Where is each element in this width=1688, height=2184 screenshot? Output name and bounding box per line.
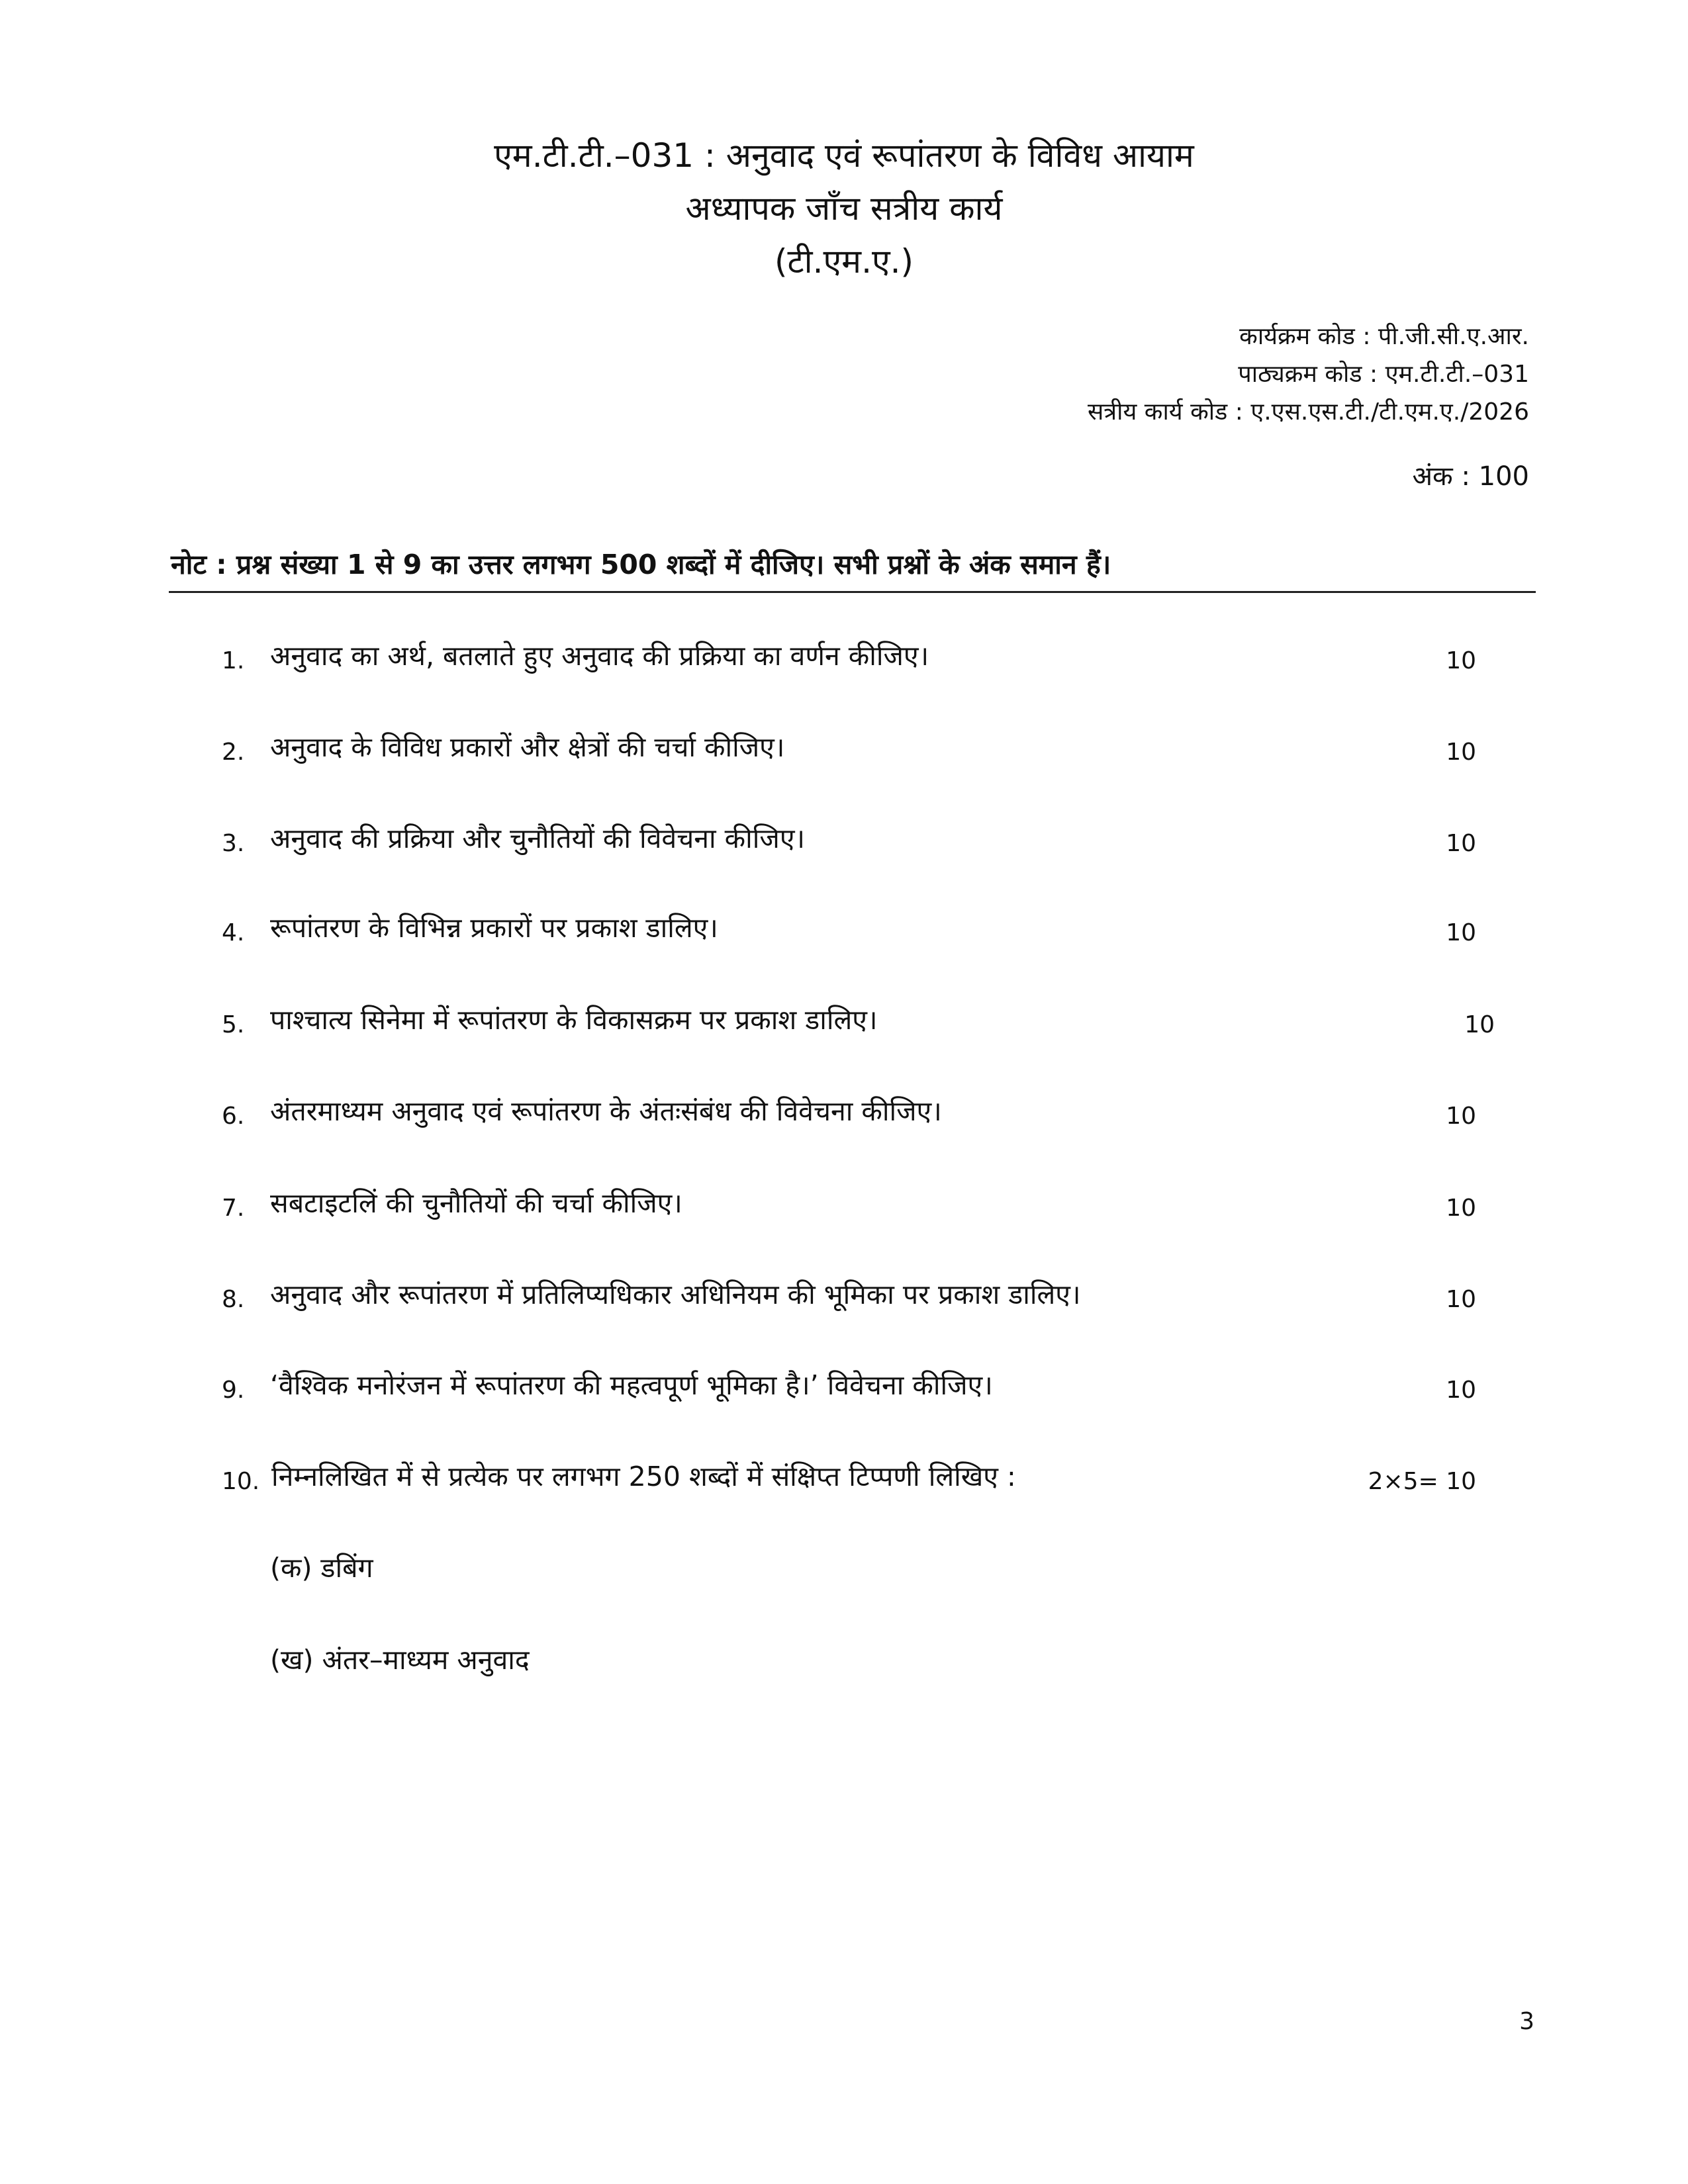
question-marks: 10: [1446, 1286, 1476, 1313]
question-item: [0, 999, 1688, 1046]
assignment-abbreviation: (टी.एम.ए.): [774, 242, 914, 281]
course-code: पाठ्यक्रम कोड : एम.टी.टी.–031: [1238, 361, 1529, 388]
programme-code: कार्यक्रम कोड : पी.जी.सी.ए.आर.: [1239, 323, 1529, 350]
question-number: 1.: [222, 647, 245, 674]
sub-question-intermedia-translation: (ख) अंतर–माध्यम अनुवाद: [270, 1644, 530, 1676]
question-marks: 10: [1446, 919, 1476, 946]
question-text: अनुवाद का अर्थ, बतलाते हुए अनुवाद की प्रक्रिया का वर्णन कीजिए।: [270, 640, 929, 672]
question-text: रूपांतरण के विभिन्न प्रकारों पर प्रकाश डालिए।: [270, 912, 718, 944]
assignment-type-title: अध्यापक जाँच सत्रीय कार्य: [685, 189, 1003, 228]
question-marks: 2×5= 10: [1368, 1468, 1476, 1495]
question-text: पाश्चात्य सिनेमा में रूपांतरण के विकासक्रम पर प्रकाश डालिए।: [270, 1004, 878, 1036]
assignment-code: सत्रीय कार्य कोड : ए.एस.एस.टी./टी.एम.ए./2026: [1087, 398, 1529, 426]
question-marks: 10: [1446, 647, 1476, 674]
sub-question-dubbing: (क) डबिंग: [270, 1552, 373, 1584]
question-item: [0, 1091, 1688, 1137]
question-text: ‘वैश्विक मनोरंजन में रूपांतरण की महत्वपूर्ण भूमिका है।’ विवेचना कीजिए।: [270, 1369, 993, 1401]
question-item-10: [0, 1456, 1688, 1502]
question-item: [0, 1274, 1688, 1320]
question-marks: 10: [1446, 1195, 1476, 1222]
question-text: अनुवाद के विविध प्रकारों और क्षेत्रों की चर्चा कीजिए।: [270, 731, 785, 763]
question-number: 2.: [222, 739, 245, 766]
question-text: सबटाइटलिं की चुनौतियों की चर्चा कीजिए।: [270, 1187, 682, 1219]
page-number: 3: [1519, 2008, 1534, 2035]
question-number: 9.: [222, 1377, 245, 1404]
question-item: [0, 1183, 1688, 1229]
total-marks: अंक : 100: [1412, 461, 1529, 492]
question-marks: 10: [1446, 830, 1476, 857]
title-block: [0, 129, 1688, 288]
question-text: निम्नलिखित में से प्रत्येक पर लगभग 250 शब्दों में संक्षिप्त टिप्पणी लिखिए :: [271, 1461, 1016, 1492]
instruction-note: नोट : प्रश्न संख्या 1 से 9 का उत्तर लगभग 500 शब्दों में दीजिए। सभी प्रश्नों के अंक समान हैं।: [171, 549, 1111, 580]
question-number: 6.: [222, 1103, 245, 1130]
question-number: 5.: [222, 1011, 245, 1038]
question-number: 8.: [222, 1286, 245, 1313]
question-item: [0, 727, 1688, 773]
question-item: [0, 907, 1688, 954]
question-marks: 10: [1446, 739, 1476, 766]
question-text: अनुवाद की प्रक्रिया और चुनौतियों की विवेचना कीजिए।: [270, 823, 806, 854]
question-number: 7.: [222, 1195, 245, 1222]
question-marks: 10: [1446, 1377, 1476, 1404]
question-item: [0, 818, 1688, 864]
question-number: 3.: [222, 830, 245, 857]
question-text: अंतरमाध्यम अनुवाद एवं रूपांतरण के अंतःसंबंध की विवेचना कीजिए।: [270, 1095, 942, 1127]
question-item: [0, 635, 1688, 682]
question-number: 4.: [222, 919, 245, 946]
note-divider: [169, 591, 1536, 593]
codes-block: [1088, 318, 1529, 431]
question-item: [0, 1365, 1688, 1411]
question-text: अनुवाद और रूपांतरण में प्रतिलिप्यधिकार अधिनियम की भूमिका पर प्रकाश डालिए।: [270, 1279, 1081, 1310]
question-marks: 10: [1464, 1011, 1495, 1038]
course-title: एम.टी.टी.–031 : अनुवाद एवं रूपांतरण के विविध आयाम: [494, 136, 1194, 175]
question-marks: 10: [1446, 1103, 1476, 1130]
question-number: 10.: [222, 1468, 260, 1495]
